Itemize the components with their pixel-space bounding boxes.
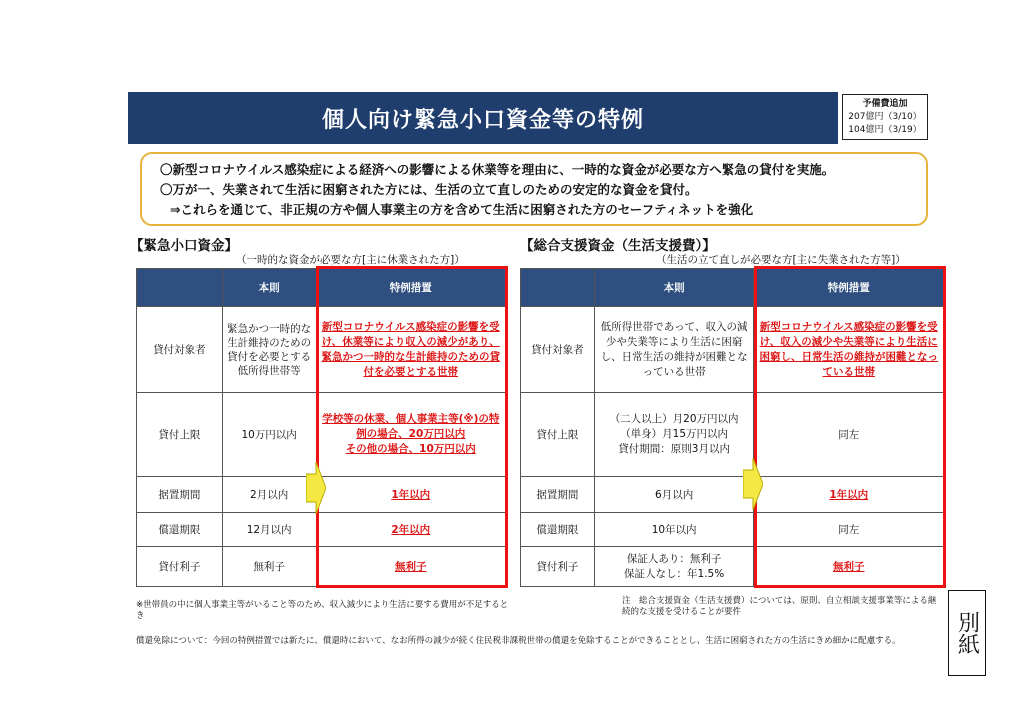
attachment-stamp: 別紙 (948, 590, 986, 676)
left-note: ※世帯員の中に個人事業主等がいること等のため、収入減少により生活に要する費用が不足するとき (136, 600, 509, 621)
header-cell: 特例措置 (316, 269, 506, 307)
summary-line: 〇万が一、失業されて生活に困窮された方には、生活の立て直しのための安定的な資金を貸付。 (160, 182, 698, 197)
row-label: 貸付対象者 (137, 307, 223, 393)
cell: 保証人あり：無利子 保証人なし：年1.5% (594, 547, 754, 587)
cell: 同左 (754, 513, 944, 547)
cell: 新型コロナウイルス感染症の影響を受け、収入の減少や失業等により生活に困窮し、日常生活の維持が困難となっている世帯 (754, 307, 944, 393)
row-label: 据置期間 (137, 477, 223, 513)
cell: 1年以内 (316, 477, 506, 513)
header-cell: 本則 (222, 269, 316, 307)
right-section-title: 【総合支援資金（生活支援費）】 (520, 238, 716, 254)
left-arrow-icon (306, 462, 326, 514)
summary-line: ⇒これらを通じて、非正規の方や個人事業主の方を含めて生活に困窮された方のセーフティネットを強化 (170, 202, 754, 217)
cell: 無利子 (222, 547, 316, 587)
summary-line: 〇新型コロナウイルス感染症による経済への影響による休業等を理由に、一時的な資金が必要な方へ緊急の貸付を実施。 (160, 162, 835, 177)
row-label: 償還期限 (137, 513, 223, 547)
header-cell: 本則 (594, 269, 754, 307)
page-title: 個人向け緊急小口資金等の特例 (128, 92, 838, 144)
cell: 1年以内 (754, 477, 944, 513)
cell: 2月以内 (222, 477, 316, 513)
right-section-subtitle: （生活の立て直しが必要な方[主に失業された方等]） (656, 254, 906, 266)
cell: 無利子 (754, 547, 944, 587)
cell: 低所得世帯であって、収入の減少や失業等により生活に困窮し、日常生活の維持が困難となっている世帯 (594, 307, 754, 393)
cell: 6月以内 (594, 477, 754, 513)
right-highlight-frame (754, 266, 946, 588)
header-cell (137, 269, 223, 307)
row-label: 償還期限 (521, 513, 595, 547)
budget-head: 予備費追加 (862, 99, 908, 109)
row-label: 貸付上限 (137, 393, 223, 477)
row-label: 貸付利子 (521, 547, 595, 587)
summary-box (140, 152, 928, 226)
left-highlight-frame (316, 266, 508, 588)
cell: 10年以内 (594, 513, 754, 547)
cell: （二人以上）月20万円以内 （単身）月15万円以内 貸付期間：原則3月以内 (594, 393, 754, 477)
cell: 無利子 (316, 547, 506, 587)
cell: 同左 (754, 393, 944, 477)
right-note: 注 総合支援資金（生活支援費）については、原則、自立相談支援事業等による継続的な支援を受けることが要件 (622, 596, 937, 617)
header-cell (521, 269, 595, 307)
row-label: 貸付上限 (521, 393, 595, 477)
row-label: 据置期間 (521, 477, 595, 513)
cell: 12月以内 (222, 513, 316, 547)
cell: 緊急かつ一時的な生計維持のための貸付を必要とする低所得世帯等 (222, 307, 316, 393)
right-arrow-icon (743, 458, 763, 510)
header-cell: 特例措置 (754, 269, 944, 307)
cell: 新型コロナウイルス感染症の影響を受け、休業等により収入の減少があり、緊急かつ一時的な生計維持のための貸付を必要とする世帯 (316, 307, 506, 393)
footer-note: 償還免除について：今回の特例措置では新たに、償還時において、なお所得の減少が続く住民税非課税世帯の償還を免除することができることとし、生活に困窮された方の生活にきめ細かに配慮する。 (136, 636, 901, 646)
left-section-title: 【緊急小口資金】 (130, 238, 238, 254)
budget-box (842, 94, 928, 140)
budget-line: 207億円（3/10） (848, 112, 922, 122)
left-section-subtitle: （一時的な資金が必要な方[主に休業された方]） (236, 254, 465, 266)
cell: 2年以内 (316, 513, 506, 547)
cell: 学校等の休業、個人事業主等(※)の特例の場合、20万円以内 その他の場合、10万円以内 (316, 393, 506, 477)
cell: 10万円以内 (222, 393, 316, 477)
row-label: 貸付対象者 (521, 307, 595, 393)
budget-line: 104億円（3/19） (848, 125, 922, 135)
row-label: 貸付利子 (137, 547, 223, 587)
